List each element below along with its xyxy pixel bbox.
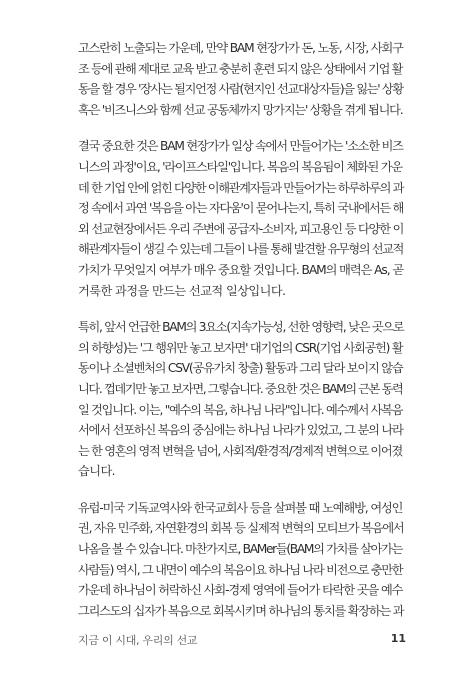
text-line: 니스의 과정'이요, '라이프스타일'입니다. 복음의 복음됨이 체화된 가운 bbox=[78, 159, 402, 174]
text-line: 가운데 하나님이 허락하신 사회-경제 영역에 들어가 타락한 곳을 예수 bbox=[78, 583, 403, 598]
text-line: 고스란히 노출되는 가운데, 만약 BAM 현장가가 돈, 노동, 시장, 사회구 bbox=[78, 41, 403, 55]
text-line: 사람들) 역시, 그 내면이 예수의 복음이요 하나님 나라 비전으로 충만한 bbox=[78, 562, 403, 577]
text-line: 동이나 소셜벤처의 CSV(공유가치 창출) 활동과 그리 달라 보이지 않습 bbox=[78, 361, 403, 376]
text-line: 가치가 무엇일지 여부가 매우 중요할 것입니다. BAM의 매력은 As, 곧 bbox=[78, 262, 404, 277]
text-line: 권, 자유 민주화, 자연환경의 회복 등 실제적 변혁의 모티브가 복음에서 bbox=[78, 521, 404, 536]
running-footer-title: 지금 이 시대, 우리의 선교 bbox=[78, 634, 198, 647]
text-line: 거룩한 과정을 만드는 선교적 일상입니다. bbox=[78, 283, 286, 298]
text-line: 의 하향성)는 '그 행위만 놓고 보자면' 대기업의 CSR(기업 사회공헌) 활 bbox=[78, 340, 403, 355]
paragraph-3 bbox=[78, 317, 403, 482]
text-line: 조 등에 관해 제대로 교육 받고 충분히 훈련 되지 않은 상태에서 기업 활 bbox=[78, 61, 403, 76]
text-line: 외 선교현장에서든 우리 주변에 공급자-소비자, 피고용인 등 다양한 이 bbox=[78, 221, 404, 236]
text-line: 서에서 선포하신 복음의 중심에는 하나님 나라가 있었고, 그 분의 나라 bbox=[78, 423, 403, 438]
text-line: 데 한 기업 안에 얽힌 다양한 이해관계자들과 만들어가는 하루하루의 과 bbox=[78, 180, 403, 195]
paragraph-2 bbox=[78, 136, 403, 301]
paragraph-1 bbox=[78, 38, 403, 120]
text-line: 정 속에서 과연 '복음을 아는 자다움'이 묻어나는지, 특히 국내에서든 해 bbox=[78, 201, 404, 216]
text-line: 일 것입니다. 이는, "예수의 복음, 하나님 나라"입니다. 예수께서 사복음 bbox=[78, 402, 403, 417]
text-line: 결국 중요한 것은 BAM 현장가가 일상 속에서 만들어가는 '소소한 비즈 bbox=[78, 139, 403, 154]
text-line: 습니다. bbox=[78, 464, 115, 479]
text-line: 그리스도의 십자가 복음으로 회복시키며 하나님의 통치를 확장하는 과 bbox=[78, 603, 404, 618]
text-line: 동을 할 경우 '장사는 될지언정 사람(현지인 선교대상자들)을 잃는' 상황 bbox=[78, 82, 403, 97]
text-line: 나옴을 볼 수 있습니다. 마찬가지로, BAMer들(BAM의 가치를 살아가는 bbox=[78, 542, 403, 557]
text-line: 유럽-미국 기독교역사와 한국교회사 등을 살펴볼 때 노예해방, 여성인 bbox=[78, 500, 403, 515]
page-number: 11 bbox=[390, 632, 406, 645]
page-footer bbox=[78, 632, 406, 648]
text-line: 는 한 영혼의 영적 변혁을 넘어, 사회적/환경적/경제적 변혁으로 이어졌 bbox=[78, 443, 402, 458]
text-line: 특히, 앞서 언급한 BAM의 3요소(지속가능성, 선한 영향력, 낮은 곳으로 bbox=[78, 320, 404, 335]
body-text bbox=[78, 38, 403, 637]
text-line: 해관계자들이 생길 수 있는데 그들이 나를 통해 발견할 유무형의 선교적 bbox=[78, 242, 403, 257]
text-line: 니다. 껍데기만 놓고 보자면, 그렇습니다. 중요한 것은 BAM의 근본 동력 bbox=[78, 381, 403, 396]
text-line: 혹은 '비즈니스와 함께 선교 공동체까지 망가지는' 상황을 겪게 됩니다. bbox=[78, 102, 403, 117]
paragraph-4 bbox=[78, 498, 403, 622]
